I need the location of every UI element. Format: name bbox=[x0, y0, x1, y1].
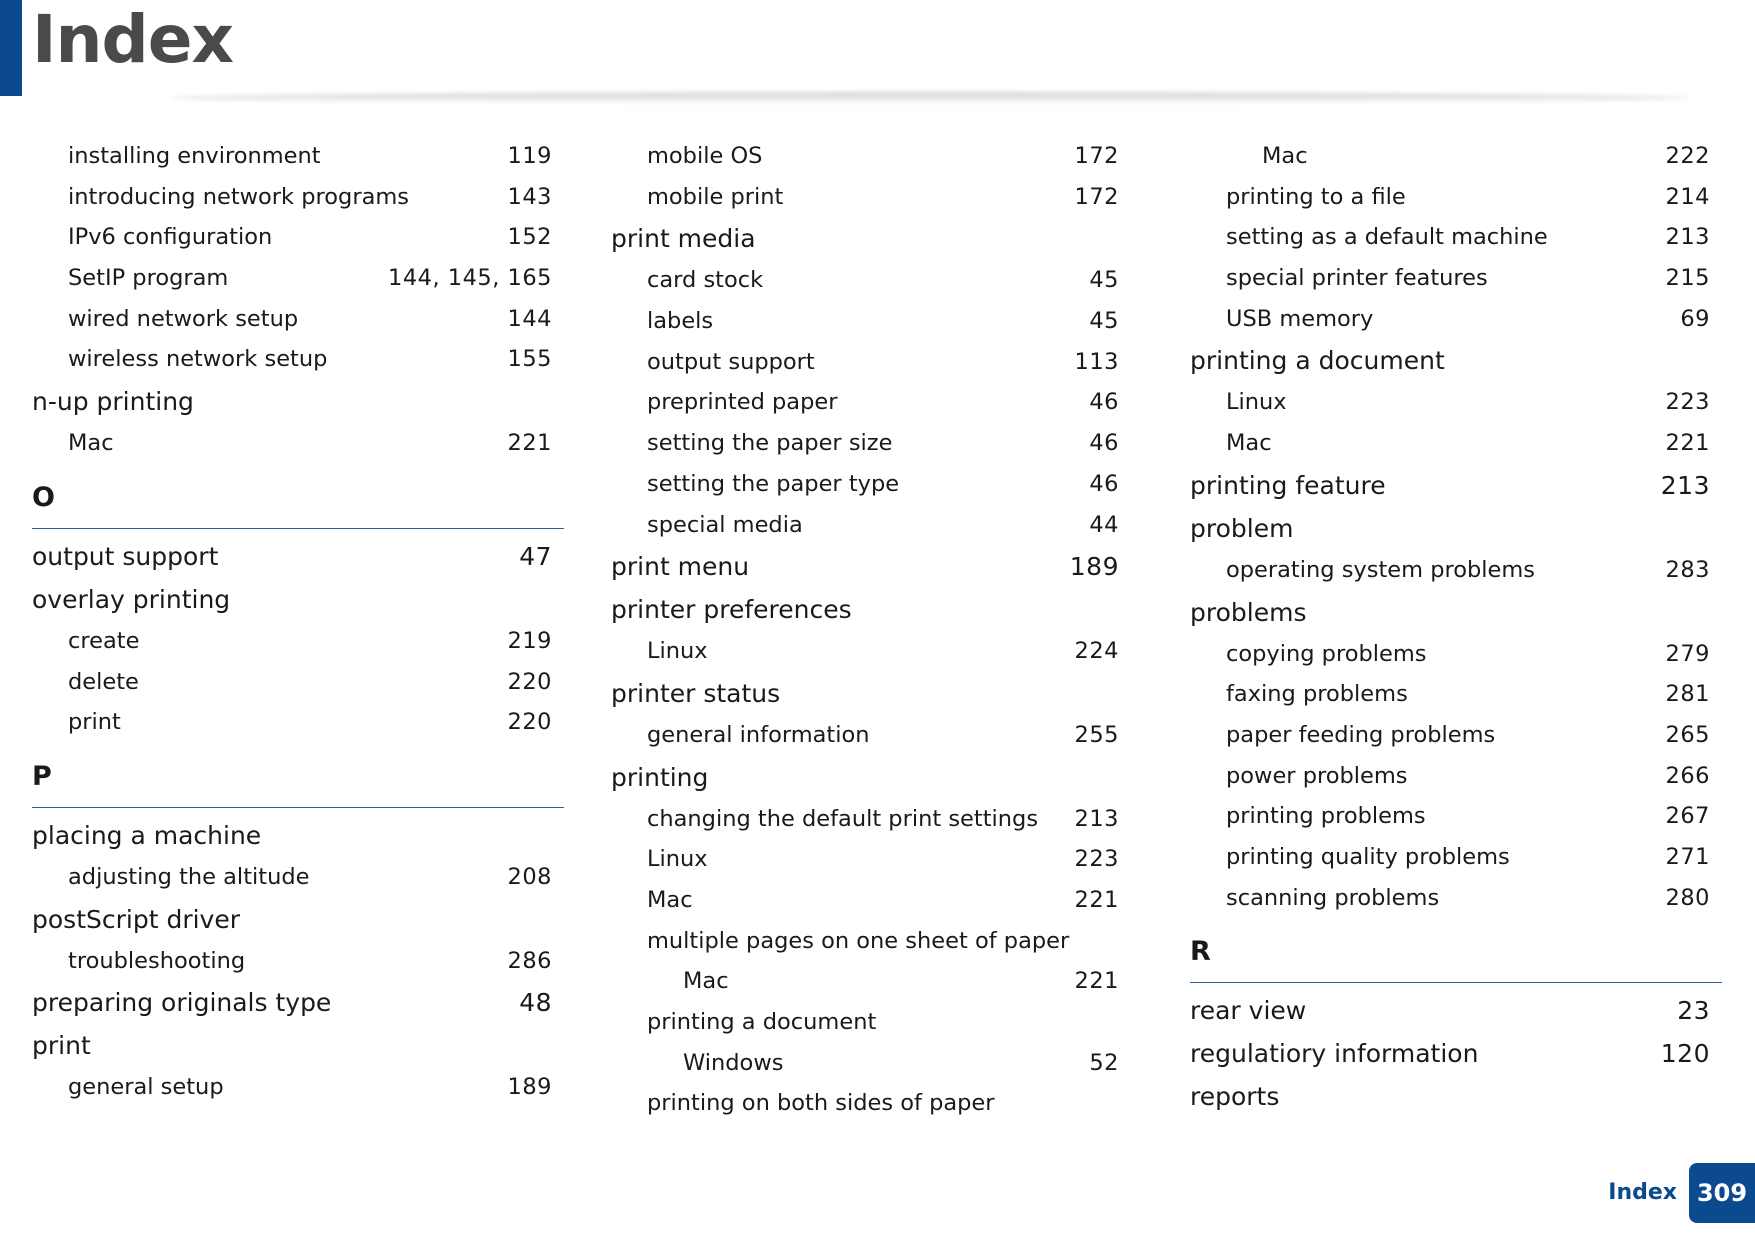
entry-label: introducing network programs bbox=[68, 183, 410, 210]
index-sub-entry bbox=[32, 341, 564, 382]
index-main-entry bbox=[1190, 1034, 1722, 1077]
entry-label: installing environment bbox=[68, 143, 321, 169]
index-sub-entry bbox=[1190, 260, 1722, 301]
entry-label: n-up printing bbox=[32, 387, 194, 417]
entry-label: Mac bbox=[683, 968, 729, 995]
index-main-entry bbox=[611, 590, 1131, 633]
index-main-entry bbox=[611, 674, 1131, 717]
entry-label: Linux bbox=[647, 638, 708, 665]
index-sub-entry bbox=[1190, 880, 1722, 921]
entry-label: troubleshooting bbox=[68, 947, 246, 974]
entry-page-reference[interactable]: 208 bbox=[507, 863, 552, 890]
entry-page-reference[interactable]: 120 bbox=[1660, 1039, 1710, 1069]
entry-label: Linux bbox=[647, 846, 708, 873]
index-sub-entry bbox=[611, 303, 1131, 344]
entry-label: delete bbox=[68, 668, 139, 695]
index-column-1 bbox=[32, 138, 564, 1110]
index-sub-entry bbox=[611, 1085, 1131, 1126]
index-sub-entry bbox=[1190, 552, 1722, 593]
entry-page-reference[interactable]: 224 bbox=[1074, 638, 1119, 665]
index-sub-entry bbox=[611, 717, 1131, 758]
index-sub-entry bbox=[1190, 384, 1722, 425]
entry-label: special printer features bbox=[1226, 265, 1488, 292]
entry-page-reference[interactable]: 213 bbox=[1660, 470, 1710, 500]
index-sub-entry bbox=[1190, 758, 1722, 799]
entry-page-reference[interactable]: 45 bbox=[1089, 308, 1119, 335]
entry-page-reference[interactable]: 283 bbox=[1665, 556, 1710, 583]
entry-label: multiple pages on one sheet of paper bbox=[647, 927, 1070, 954]
index-main-entry bbox=[32, 382, 564, 425]
entry-page-reference[interactable]: 265 bbox=[1665, 721, 1710, 748]
entry-label: setting the paper size bbox=[647, 430, 893, 457]
index-sub-entry bbox=[1190, 301, 1722, 342]
entry-page-reference[interactable]: 44 bbox=[1089, 511, 1119, 538]
entry-label: printing a document bbox=[647, 1009, 877, 1035]
index-sub-entry bbox=[611, 507, 1131, 548]
entry-page-reference[interactable]: 286 bbox=[507, 947, 552, 974]
entry-page-reference[interactable]: 223 bbox=[1074, 846, 1119, 873]
entry-label: postScript driver bbox=[32, 904, 240, 934]
entry-page-reference[interactable]: 214 bbox=[1665, 183, 1710, 210]
index-column-2 bbox=[611, 138, 1131, 1126]
entry-page-reference[interactable]: 213 bbox=[1074, 805, 1119, 832]
index-sub-entry bbox=[611, 138, 1131, 179]
entry-label: preparing originals type bbox=[32, 988, 332, 1018]
entry-label: paper feeding problems bbox=[1226, 721, 1496, 748]
entry-label: printing problems bbox=[1226, 803, 1426, 830]
index-sub-entry bbox=[611, 344, 1131, 385]
entry-label: mobile OS bbox=[647, 143, 763, 169]
index-main-entry bbox=[611, 758, 1131, 801]
entry-page-reference[interactable]: 280 bbox=[1665, 884, 1710, 911]
entry-page-reference[interactable]: 113 bbox=[1074, 348, 1119, 375]
entry-page-reference[interactable]: 46 bbox=[1089, 430, 1119, 457]
entry-label: Linux bbox=[1226, 389, 1287, 416]
entry-label: output support bbox=[647, 348, 815, 375]
entry-label: wired network setup bbox=[68, 305, 299, 332]
entry-label: general information bbox=[647, 721, 870, 748]
index-sub-entry bbox=[1190, 138, 1722, 179]
entry-page-reference[interactable]: 48 bbox=[519, 988, 552, 1018]
entry-page-reference[interactable]: 281 bbox=[1665, 681, 1710, 708]
index-sub-entry bbox=[32, 179, 564, 220]
page-title: Index bbox=[32, 1, 234, 78]
index-sub-entry bbox=[611, 425, 1131, 466]
entry-page-reference[interactable]: 220 bbox=[507, 709, 552, 736]
entry-label: create bbox=[68, 627, 140, 654]
entry-label: Windows bbox=[683, 1049, 784, 1076]
entry-label: printing bbox=[611, 762, 709, 792]
index-sub-entry bbox=[1190, 425, 1722, 466]
index-sub-entry bbox=[32, 664, 564, 705]
entry-label: regulatiory information bbox=[1190, 1039, 1479, 1069]
entry-label: labels bbox=[647, 308, 714, 335]
entry-page-reference[interactable]: 221 bbox=[1665, 430, 1710, 457]
entry-label: print bbox=[32, 1031, 91, 1061]
entry-page-reference[interactable]: 45 bbox=[1089, 267, 1119, 294]
entry-label: card stock bbox=[647, 267, 764, 294]
index-sub-entry bbox=[32, 301, 564, 342]
entry-label: copying problems bbox=[1226, 640, 1427, 667]
index-main-entry bbox=[1190, 593, 1722, 636]
index-sub-entry bbox=[611, 1004, 1131, 1045]
entry-label: printer status bbox=[611, 678, 781, 708]
entry-label: problems bbox=[1190, 597, 1307, 627]
entry-label: preprinted paper bbox=[647, 389, 838, 416]
entry-page-reference[interactable]: 46 bbox=[1089, 389, 1119, 416]
entry-page-reference[interactable]: 155 bbox=[507, 346, 552, 373]
index-main-entry bbox=[1190, 991, 1722, 1034]
entry-label: Mac bbox=[68, 430, 114, 457]
entry-label: setting the paper type bbox=[647, 470, 900, 497]
section-letter-heading: R bbox=[1190, 932, 1722, 983]
entry-page-reference[interactable]: 255 bbox=[1074, 721, 1119, 748]
entry-label: adjusting the altitude bbox=[68, 863, 310, 890]
entry-page-reference[interactable]: 271 bbox=[1665, 843, 1710, 870]
entry-label: changing the default print settings bbox=[647, 805, 1039, 832]
entry-page-reference[interactable]: 144, 145, 165 bbox=[388, 265, 552, 292]
entry-page-reference[interactable]: 222 bbox=[1665, 143, 1710, 169]
index-sub-entry bbox=[611, 633, 1131, 674]
entry-page-reference[interactable]: 215 bbox=[1665, 265, 1710, 292]
header-accent-bar bbox=[0, 0, 22, 96]
index-sub-entry bbox=[611, 466, 1131, 507]
index-sub-entry bbox=[32, 859, 564, 900]
index-sub-entry bbox=[611, 262, 1131, 303]
index-column-3 bbox=[1190, 138, 1722, 1120]
index-sub-entry bbox=[611, 882, 1131, 923]
entry-label: placing a machine bbox=[32, 820, 262, 850]
entry-label: overlay printing bbox=[32, 584, 231, 614]
index-sub-entry bbox=[1190, 676, 1722, 717]
entry-page-reference[interactable]: 189 bbox=[507, 1074, 552, 1101]
index-sub-entry bbox=[32, 943, 564, 984]
index-sub-entry bbox=[611, 384, 1131, 425]
index-sub-entry bbox=[611, 801, 1131, 842]
entry-label: printing a document bbox=[1190, 346, 1445, 376]
entry-label: printing feature bbox=[1190, 470, 1386, 500]
entry-page-reference[interactable]: 144 bbox=[507, 305, 552, 332]
index-sub-entry bbox=[1190, 219, 1722, 260]
index-sub-entry bbox=[611, 841, 1131, 882]
entry-page-reference[interactable]: 266 bbox=[1665, 762, 1710, 789]
index-sub-entry bbox=[32, 1069, 564, 1110]
entry-page-reference[interactable]: 221 bbox=[1074, 968, 1119, 995]
index-sub-entry bbox=[32, 623, 564, 664]
index-sub-entry bbox=[32, 425, 564, 466]
index-sub-entry bbox=[32, 138, 564, 179]
index-sub-entry bbox=[32, 704, 564, 745]
entry-page-reference[interactable]: 52 bbox=[1089, 1049, 1119, 1076]
entry-label: general setup bbox=[68, 1074, 224, 1101]
index-sub-entry bbox=[611, 923, 1131, 964]
section-letter-heading: P bbox=[32, 757, 564, 808]
entry-page-reference[interactable]: 219 bbox=[507, 627, 552, 654]
index-main-entry bbox=[32, 816, 564, 859]
index-sub-entry bbox=[1190, 798, 1722, 839]
entry-label: Mac bbox=[647, 886, 693, 913]
footer-section-label: Index bbox=[1608, 1180, 1677, 1205]
index-main-entry bbox=[611, 547, 1131, 590]
entry-page-reference[interactable]: 69 bbox=[1680, 305, 1710, 332]
entry-page-reference[interactable]: 213 bbox=[1665, 224, 1710, 251]
entry-label: print menu bbox=[611, 552, 750, 582]
entry-label: problem bbox=[1190, 513, 1294, 543]
index-sub-entry bbox=[1190, 636, 1722, 677]
entry-label: print media bbox=[611, 224, 756, 254]
entry-label: mobile print bbox=[647, 183, 784, 210]
entry-page-reference[interactable]: 143 bbox=[507, 183, 552, 210]
index-main-entry bbox=[1190, 1077, 1722, 1120]
entry-label: output support bbox=[32, 541, 219, 571]
index-main-entry bbox=[32, 983, 564, 1026]
entry-label: power problems bbox=[1226, 762, 1408, 789]
entry-label: special media bbox=[647, 511, 803, 538]
entry-label: scanning problems bbox=[1226, 884, 1440, 911]
entry-page-reference[interactable]: 46 bbox=[1089, 470, 1119, 497]
index-sub-entry bbox=[1190, 839, 1722, 880]
entry-page-reference[interactable]: 23 bbox=[1677, 996, 1710, 1026]
entry-label: operating system problems bbox=[1226, 556, 1536, 583]
footer-page-number: 309 bbox=[1689, 1163, 1755, 1223]
section-letter-heading: O bbox=[32, 478, 564, 529]
index-main-entry bbox=[1190, 466, 1722, 509]
entry-page-reference[interactable]: 221 bbox=[1074, 886, 1119, 913]
entry-label: faxing problems bbox=[1226, 681, 1408, 708]
entry-label: reports bbox=[1190, 1082, 1280, 1112]
entry-label: wireless network setup bbox=[68, 346, 328, 373]
entry-label: IPv6 configuration bbox=[68, 224, 273, 251]
entry-label: Mac bbox=[1262, 143, 1308, 169]
entry-page-reference[interactable]: 220 bbox=[507, 668, 552, 695]
entry-page-reference[interactable]: 152 bbox=[507, 224, 552, 251]
index-sub-entry bbox=[611, 179, 1131, 220]
entry-page-reference[interactable]: 189 bbox=[1069, 552, 1119, 582]
index-main-entry bbox=[611, 219, 1131, 262]
entry-label: setting as a default machine bbox=[1226, 224, 1548, 251]
index-sub-entry bbox=[611, 1045, 1131, 1086]
index-sub-entry bbox=[32, 260, 564, 301]
entry-page-reference[interactable]: 47 bbox=[519, 541, 552, 571]
entry-label: print bbox=[68, 709, 121, 736]
entry-page-reference[interactable]: 172 bbox=[1074, 183, 1119, 210]
entry-label: Mac bbox=[1226, 430, 1272, 457]
entry-label: printing to a file bbox=[1226, 183, 1406, 210]
entry-label: printing quality problems bbox=[1226, 843, 1510, 870]
index-main-entry bbox=[1190, 509, 1722, 552]
index-sub-entry bbox=[32, 219, 564, 260]
index-main-entry bbox=[32, 537, 564, 580]
index-sub-entry bbox=[1190, 179, 1722, 220]
index-main-entry bbox=[32, 900, 564, 943]
entry-page-reference[interactable]: 267 bbox=[1665, 803, 1710, 830]
entry-page-reference[interactable]: 172 bbox=[1074, 143, 1119, 169]
index-main-entry bbox=[32, 1026, 564, 1069]
entry-label: printing on both sides of paper bbox=[647, 1090, 995, 1117]
index-main-entry bbox=[1190, 341, 1722, 384]
index-sub-entry bbox=[611, 963, 1131, 1004]
entry-page-reference[interactable]: 119 bbox=[507, 143, 552, 169]
index-main-entry bbox=[32, 580, 564, 623]
entry-page-reference[interactable]: 223 bbox=[1665, 389, 1710, 416]
entry-label: rear view bbox=[1190, 996, 1307, 1026]
entry-page-reference[interactable]: 279 bbox=[1665, 640, 1710, 667]
index-sub-entry bbox=[1190, 717, 1722, 758]
entry-label: printer preferences bbox=[611, 595, 852, 625]
entry-label: SetIP program bbox=[68, 265, 229, 292]
entry-label: USB memory bbox=[1226, 305, 1374, 332]
entry-page-reference[interactable]: 221 bbox=[507, 430, 552, 457]
title-divider bbox=[170, 92, 1690, 104]
